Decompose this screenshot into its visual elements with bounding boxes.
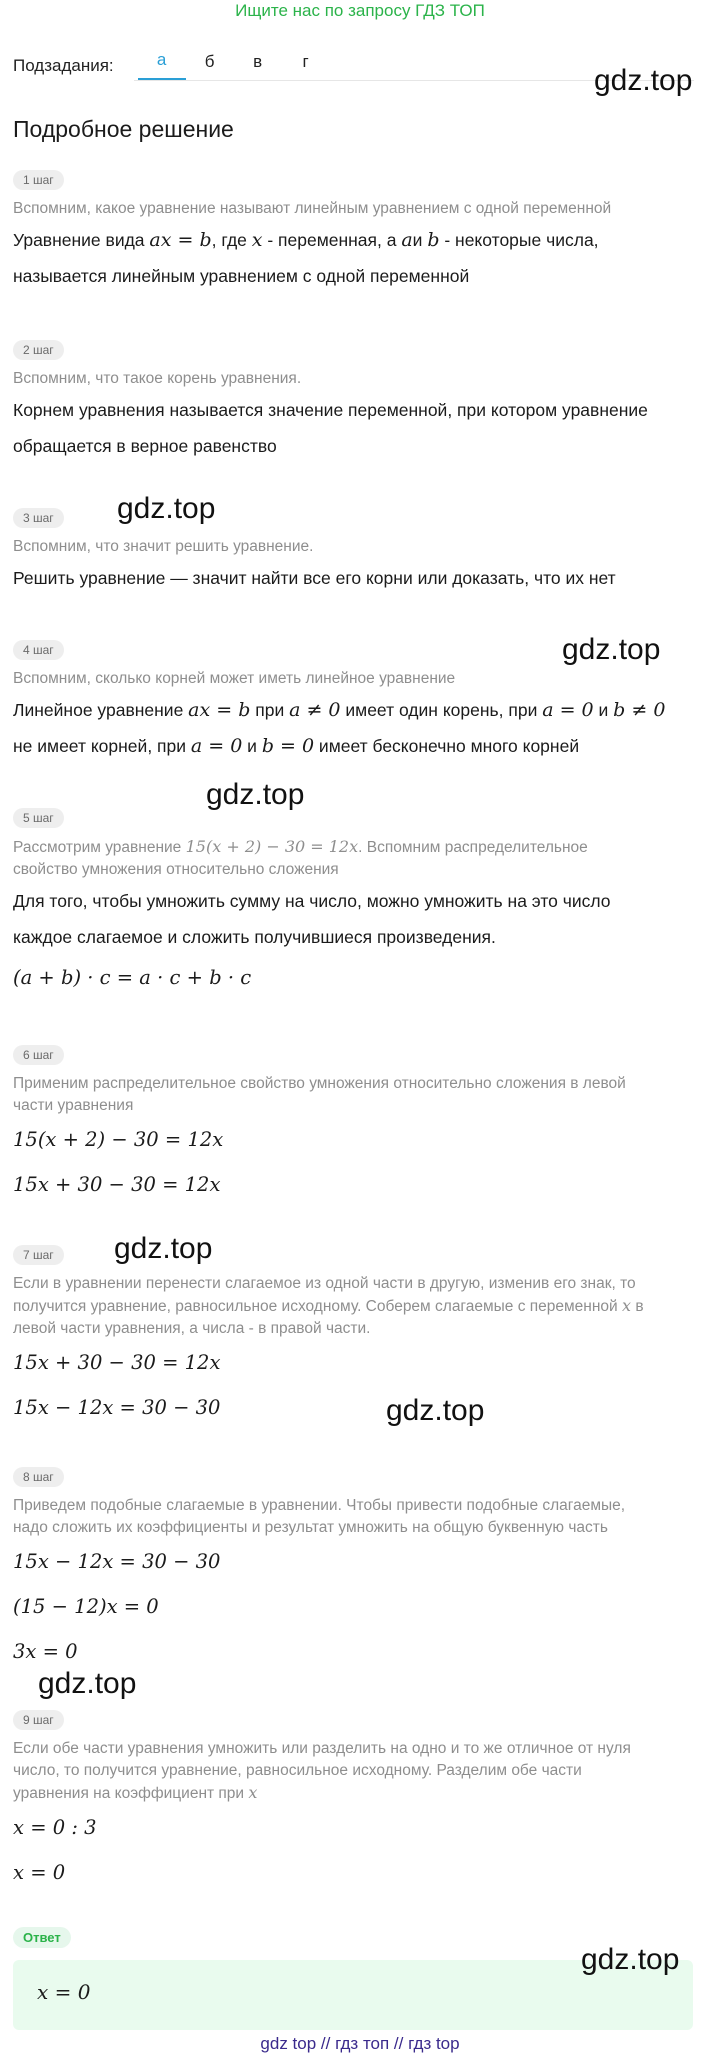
step-badge: 2 шаг bbox=[13, 340, 64, 360]
step-text bbox=[13, 883, 703, 955]
text-part: имеет один корень, при bbox=[340, 700, 543, 720]
watermark: gdz.top bbox=[594, 64, 693, 97]
hint-part: свойство умножения относительно сложения bbox=[13, 861, 339, 878]
step-hint: Вспомним, что значит решить уравнение. bbox=[13, 538, 314, 555]
watermark: gdz.top bbox=[117, 492, 216, 525]
step-badge: 1 шаг bbox=[13, 170, 64, 190]
step-7 bbox=[13, 1245, 703, 1430]
hint-part: уравнения на коэффициент при bbox=[13, 1785, 249, 1802]
tab-b[interactable]: б bbox=[204, 51, 215, 71]
math-expression: x bbox=[248, 1783, 258, 1802]
math-expression: b = 0 bbox=[261, 735, 315, 757]
subtasks-bar bbox=[13, 50, 330, 81]
text-part: Решить уравнение — значит найти все его корни или доказать, что их нет bbox=[13, 568, 616, 588]
hint-part: Если в уравнении перенести слагаемое из одной части в другую, изменив его знак, то bbox=[13, 1275, 636, 1292]
watermark: gdz.top bbox=[38, 1667, 137, 1700]
math-expression: ax = b bbox=[149, 229, 212, 251]
text-part: и bbox=[412, 230, 428, 250]
equation: (15 − 12)x = 0 bbox=[13, 1595, 159, 1618]
math-expression: a ≠ 0 bbox=[289, 699, 341, 721]
hint-part: число, то получится уравнение, равносильное исходному. Разделим обе части bbox=[13, 1762, 582, 1779]
step-badge: 3 шаг bbox=[13, 508, 64, 528]
math-expression: b ≠ 0 bbox=[613, 699, 666, 721]
text-part: называется линейным уравнением с одной переменной bbox=[13, 266, 470, 286]
hint-part: Применим распределительное свойство умножения относительно сложения в левой bbox=[13, 1075, 626, 1092]
text-part: - переменная, а bbox=[262, 230, 402, 250]
watermark: gdz.top bbox=[581, 1943, 680, 1976]
tab-v[interactable]: в bbox=[253, 51, 263, 71]
text-part: , где bbox=[211, 230, 252, 250]
step-badge: 8 шаг bbox=[13, 1467, 64, 1487]
step-6 bbox=[13, 1045, 703, 1207]
step-badge: 6 шаг bbox=[13, 1045, 64, 1065]
hint-part: надо сложить их коэффициенты и результат умножить на общую буквенную часть bbox=[13, 1519, 608, 1536]
step-hint: Вспомним, сколько корней может иметь линейное уравнение bbox=[13, 670, 456, 687]
math-expression: a bbox=[401, 229, 413, 251]
step-hint bbox=[13, 1495, 703, 1539]
watermark: gdz.top bbox=[562, 633, 661, 666]
math-expression: x bbox=[622, 1296, 632, 1315]
math-expression: x bbox=[251, 229, 263, 251]
text-part: Для того, чтобы умножить сумму на число, можно умножить на это число bbox=[13, 891, 611, 911]
equation: 15x − 12x = 30 − 30 bbox=[13, 1550, 221, 1573]
text-part: и bbox=[593, 700, 614, 720]
step-1 bbox=[13, 170, 703, 294]
watermark: gdz.top bbox=[386, 1394, 485, 1427]
step-text bbox=[13, 222, 703, 294]
hint-part: получится уравнение, равносильное исходному. Соберем слагаемые с переменной bbox=[13, 1298, 623, 1315]
hint-part: . Вспомним распределительное bbox=[358, 839, 588, 856]
text-part: Корнем уравнения называется значение переменной, при котором уравнение bbox=[13, 400, 648, 420]
math-expression: b bbox=[427, 229, 440, 251]
step-badge: 5 шаг bbox=[13, 808, 64, 828]
equation: 15x + 30 − 30 = 12x bbox=[13, 1173, 221, 1196]
hint-part: в bbox=[631, 1298, 644, 1315]
equation: 15x + 30 − 30 = 12x bbox=[13, 1351, 221, 1374]
equation: 15x − 12x = 30 − 30 bbox=[13, 1396, 221, 1419]
equation: 15(x + 2) − 30 = 12x bbox=[13, 1128, 224, 1151]
tab-a[interactable]: а bbox=[138, 50, 186, 81]
step-2 bbox=[13, 340, 703, 464]
answer-badge: Ответ bbox=[13, 1927, 71, 1948]
math-expression: a = 0 bbox=[542, 699, 594, 721]
step-text bbox=[13, 560, 703, 596]
text-part: и bbox=[242, 736, 262, 756]
equation: 3x = 0 bbox=[13, 1640, 78, 1663]
equation: (a + b) · c = a · c + b · c bbox=[13, 966, 252, 989]
text-part: обращается в верное равенство bbox=[13, 436, 277, 456]
step-hint bbox=[13, 1273, 703, 1340]
step-hint bbox=[13, 1073, 703, 1117]
watermark: gdz.top bbox=[206, 778, 305, 811]
step-text bbox=[13, 692, 703, 764]
step-9 bbox=[13, 1710, 703, 1895]
hint-part: левой части уравнения, а числа - в правой части. bbox=[13, 1320, 371, 1337]
step-badge: 4 шаг bbox=[13, 640, 64, 660]
step-hint bbox=[13, 1738, 703, 1805]
hint-part: части уравнения bbox=[13, 1097, 134, 1114]
step-5 bbox=[13, 808, 703, 1000]
equation: x = 0 bbox=[13, 1861, 66, 1884]
text-part: - некоторые числа, bbox=[439, 230, 599, 250]
text-part: не имеет корней, при bbox=[13, 736, 191, 756]
page-title: Подробное решение bbox=[13, 116, 234, 142]
math-expression: a = 0 bbox=[190, 735, 243, 757]
math-expression: ax = b bbox=[188, 699, 251, 721]
math-expression: 15(x + 2) − 30 = 12x bbox=[185, 837, 359, 856]
hint-part: Если обе части уравнения умножить или разделить на одно и то же отличное от нуля bbox=[13, 1740, 631, 1757]
subtasks-label: Подзадания: bbox=[13, 55, 114, 75]
tab-g[interactable]: г bbox=[302, 51, 309, 71]
answer-value: x = 0 bbox=[37, 1980, 91, 2004]
watermark: gdz.top bbox=[114, 1232, 213, 1265]
search-banner: Ищите нас по запросу ГДЗ ТОП bbox=[235, 1, 485, 20]
text-part: каждое слагаемое и сложить получившиеся произведения. bbox=[13, 927, 496, 947]
step-hint bbox=[13, 836, 703, 881]
equation: x = 0 : 3 bbox=[13, 1816, 97, 1839]
step-badge: 9 шаг bbox=[13, 1710, 64, 1730]
footer-links: gdz top // гдз топ // гдз top bbox=[260, 2034, 460, 2053]
step-8 bbox=[13, 1467, 703, 1674]
hint-part: Приведем подобные слагаемые в уравнении. Чтобы привести подобные слагаемые, bbox=[13, 1497, 626, 1514]
step-hint: Вспомним, что такое корень уравнения. bbox=[13, 370, 302, 387]
hint-part: Рассмотрим уравнение bbox=[13, 839, 186, 856]
step-badge: 7 шаг bbox=[13, 1245, 64, 1265]
text-part: Линейное уравнение bbox=[13, 700, 189, 720]
text-part: при bbox=[250, 700, 290, 720]
text-part: имеет бесконечно много корней bbox=[314, 736, 580, 756]
step-text bbox=[13, 392, 703, 464]
text-part: Уравнение вида bbox=[13, 230, 150, 250]
step-hint: Вспомним, какое уравнение называют линейным уравнением с одной переменной bbox=[13, 200, 612, 217]
